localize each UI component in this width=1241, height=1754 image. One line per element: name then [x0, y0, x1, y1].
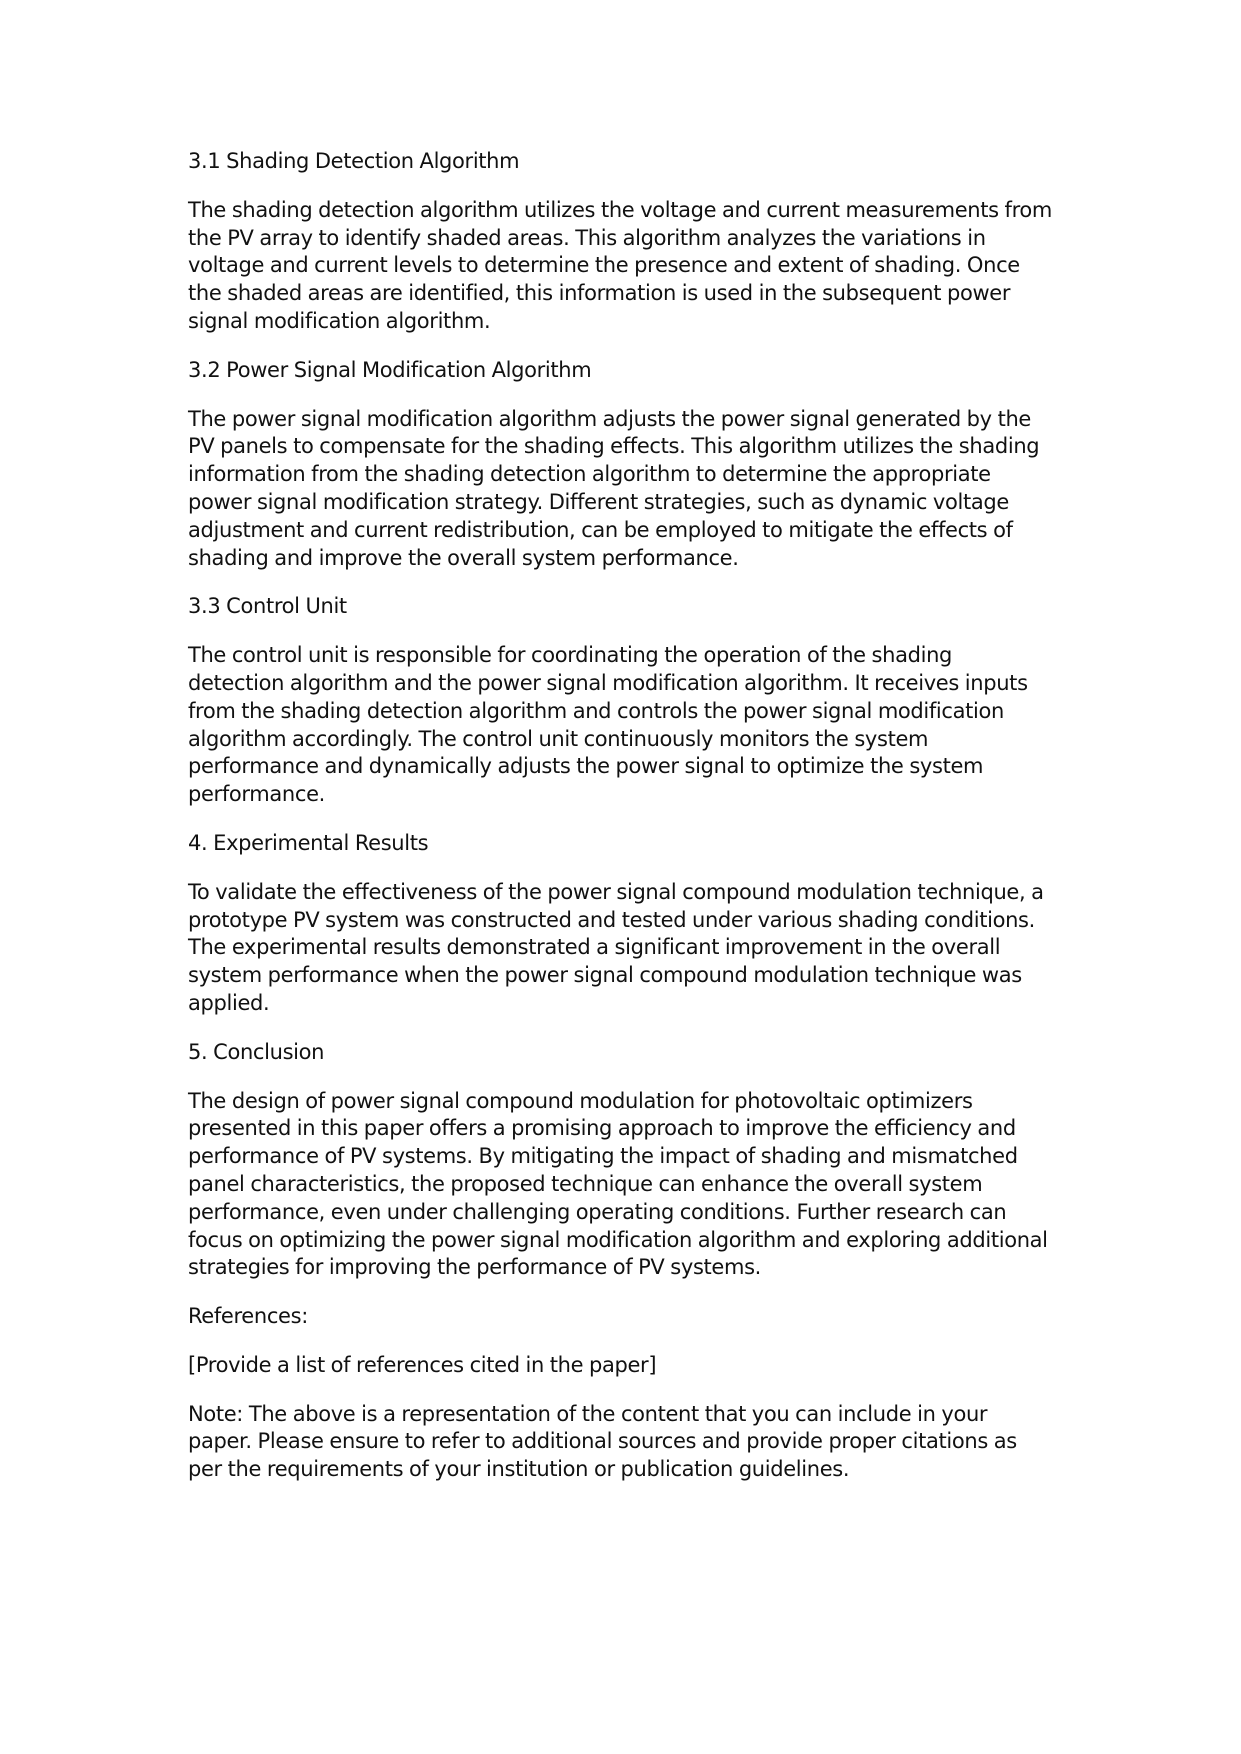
paragraph-line: performance and dynamically adjusts the power signal to optimize the system [188, 754, 984, 779]
references-heading [188, 1303, 1068, 1331]
document-page [188, 148, 1068, 1505]
section-paragraph-power-signal-modification [188, 406, 1068, 573]
paragraph-line: focus on optimizing the power signal modification algorithm and exploring additional [188, 1227, 1048, 1252]
section-heading-experimental-results [188, 830, 1068, 858]
paragraph-line: [Provide a list of references cited in the paper] [188, 1352, 657, 1377]
paragraph-line: voltage and current levels to determine the presence and extent of shading. Once [188, 253, 1020, 278]
paragraph-line: The shading detection algorithm utilizes the voltage and current measurements from [188, 197, 1052, 222]
paragraph-line: detection algorithm and the power signal modification algorithm. It receives inputs [188, 670, 1028, 695]
paragraph-line: performance, even under challenging operating conditions. Further research can [188, 1199, 1007, 1224]
references-placeholder [188, 1352, 1068, 1380]
heading-text: References: [188, 1304, 308, 1329]
section-heading-control-unit [188, 593, 1068, 621]
paragraph-line: adjustment and current redistribution, can be employed to mitigate the effects of [188, 517, 1013, 542]
paragraph-line: The power signal modification algorithm adjusts the power signal generated by the [188, 406, 1031, 431]
paragraph-line: PV panels to compensate for the shading effects. This algorithm utilizes the shading [188, 434, 1040, 459]
note-paragraph [188, 1401, 1068, 1484]
section-heading-power-signal-modification [188, 357, 1068, 385]
paragraph-line: system performance when the power signal compound modulation technique was [188, 963, 1022, 988]
section-paragraph-shading-detection [188, 197, 1068, 336]
paragraph-line: The control unit is responsible for coordinating the operation of the shading [188, 643, 953, 668]
paragraph-line: per the requirements of your institution or publication guidelines. [188, 1457, 850, 1482]
section-paragraph-experimental-results [188, 879, 1068, 1018]
paragraph-line: paper. Please ensure to refer to additional sources and provide proper citations as [188, 1429, 1017, 1454]
paragraph-line: performance. [188, 782, 325, 807]
paragraph-line: To validate the effectiveness of the power signal compound modulation technique, a [188, 879, 1044, 904]
paragraph-line: algorithm accordingly. The control unit continuously monitors the system [188, 726, 929, 751]
heading-text: 3.3 Control Unit [188, 594, 347, 619]
heading-text: 3.2 Power Signal Modification Algorithm [188, 357, 592, 382]
paragraph-line: strategies for improving the performance of PV systems. [188, 1255, 762, 1280]
paragraph-line: information from the shading detection algorithm to determine the appropriate [188, 462, 991, 487]
paragraph-line: the shaded areas are identified, this information is used in the subsequent power [188, 281, 1011, 306]
section-paragraph-conclusion [188, 1088, 1068, 1283]
section-paragraph-control-unit [188, 642, 1068, 809]
paragraph-line: The design of power signal compound modulation for photovoltaic optimizers [188, 1088, 973, 1113]
heading-text: 3.1 Shading Detection Algorithm [188, 149, 520, 173]
paragraph-line: power signal modification strategy. Different strategies, such as dynamic voltage [188, 489, 1009, 514]
paragraph-line: panel characteristics, the proposed technique can enhance the overall system [188, 1171, 983, 1196]
paragraph-line: Note: The above is a representation of the content that you can include in your [188, 1401, 988, 1426]
paragraph-line: The experimental results demonstrated a significant improvement in the overall [188, 935, 1001, 960]
paragraph-line: performance of PV systems. By mitigating the impact of shading and mismatched [188, 1144, 1018, 1169]
heading-text: 4. Experimental Results [188, 830, 429, 855]
section-heading-shading-detection [188, 148, 1068, 176]
paragraph-line: signal modification algorithm. [188, 308, 491, 333]
paragraph-line: from the shading detection algorithm and controls the power signal modification [188, 698, 1004, 723]
paragraph-line: the PV array to identify shaded areas. This algorithm analyzes the variations in [188, 225, 986, 250]
paragraph-line: presented in this paper offers a promising approach to improve the efficiency and [188, 1116, 1016, 1141]
paragraph-line: shading and improve the overall system performance. [188, 545, 739, 570]
paragraph-line: prototype PV system was constructed and tested under various shading conditions. [188, 907, 1035, 932]
section-heading-conclusion [188, 1039, 1068, 1067]
heading-text: 5. Conclusion [188, 1039, 325, 1064]
paragraph-line: applied. [188, 990, 270, 1015]
